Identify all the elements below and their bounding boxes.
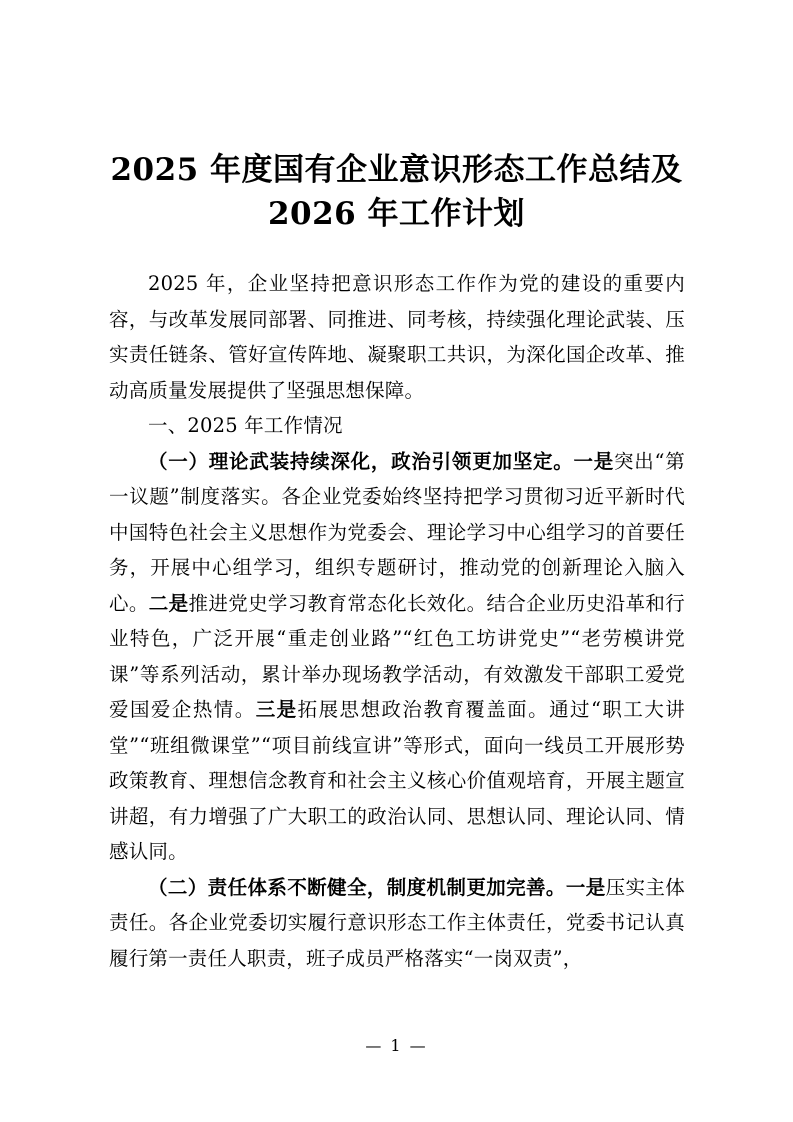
- title-line-2: 2026 年工作计划: [267, 196, 526, 232]
- subsection-1-heading: （一）理论武装持续深化，政治引领更加坚定。: [148, 449, 574, 473]
- intro-paragraph: 2025 年，企业坚持把意识形态工作作为党的建设的重要内容，与改革发展同部署、同推进、同考核，持续强化理论武装、压实责任链条、管好宣传阵地、凝聚职工共识，为深化国企改革、推动高质量发展提供了坚强思想保障。: [109, 272, 685, 402]
- point-text: 压实主体责任。各企业党委切实履行意识形态工作主体责任，党委书记认真履行第一责任人职责，班子成员严格落实“一岗双责”，: [109, 875, 685, 970]
- point-lead: 一是: [565, 875, 606, 899]
- point-lead: 一是: [573, 449, 615, 473]
- point-lead: 二是: [148, 591, 189, 615]
- subsection-2-heading: （二）责任体系不断健全，制度机制更加完善。: [148, 875, 566, 899]
- subsection-1-paragraph: [109, 444, 685, 870]
- section-heading-1: 一、2025 年工作情况: [148, 414, 343, 437]
- point-text: 拓展思想政治教育覆盖面。通过“职工大讲堂”“班组微课堂”“项目前线宣讲”等形式，面向一线员工开展形势政策教育、理想信念教育和社会主义核心价值观培育，开展主题宣讲超，有力增强了广大职工的政治认同、思想认同、理论认同、情感认同。: [109, 698, 685, 863]
- title-line-1: 2025 年度国有企业意识形态工作总结及: [110, 152, 683, 188]
- document-title: [60, 148, 733, 236]
- document-body: [109, 266, 685, 976]
- point-lead: 三是: [255, 698, 298, 721]
- point-text: 推进党史学习教育常态化长效化。结合企业历史沿革和行业特色，广泛开展“重走创业路”“红色工坊讲党史”“老劳模讲党课”等系列活动，累计举办现场教学活动，有效激发干部职工爱党爱国爱企热情。: [109, 591, 685, 721]
- page-number: — 1 —: [365, 1036, 428, 1055]
- subsection-2-paragraph: [109, 870, 685, 977]
- point-text: 突出“第一议题”制度落实。各企业党委始终坚持把学习贯彻习近平新时代中国特色社会主义思想作为党委会、理论学习中心组学习的首要任务，开展中心组学习，组织专题研讨，推动党的创新理论入脑入心。: [109, 449, 685, 615]
